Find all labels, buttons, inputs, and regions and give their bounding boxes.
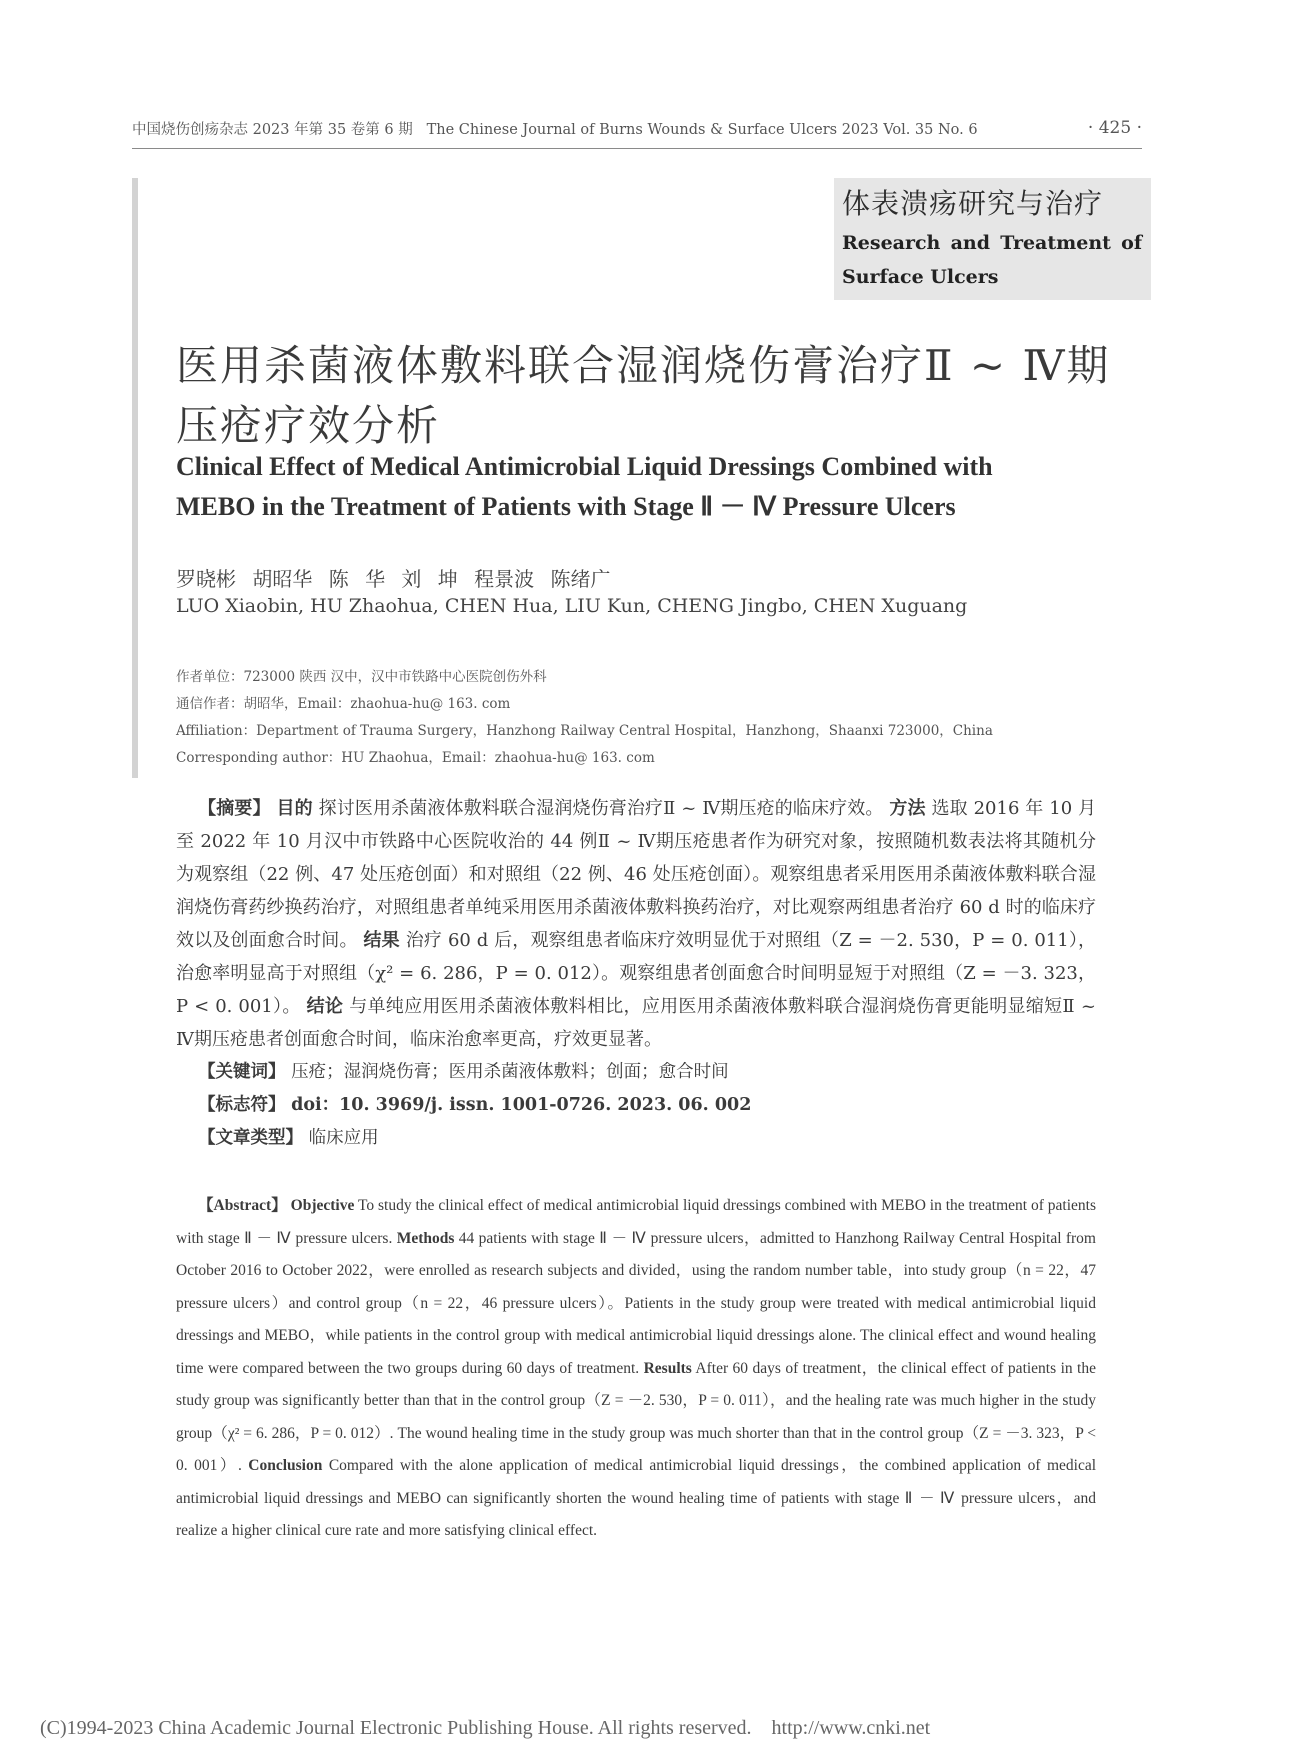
article-type-text: 临床应用 <box>308 1128 379 1148</box>
authors-cn: 罗晓彬 胡昭华 陈 华 刘 坤 程景波 陈绪广 <box>176 567 611 591</box>
objective-en-label: Objective <box>290 1197 355 1214</box>
journal-name-en: The Chinese Journal of Burns Wounds & Surface Ulcers 2023 Vol. 35 No. 6 <box>426 122 978 138</box>
header-divider <box>132 148 1142 149</box>
title-cn-line2: 压疮疗效分析 <box>176 401 441 450</box>
doi-label: 【标志符】 <box>198 1095 286 1115</box>
doi-line <box>176 1089 1096 1122</box>
copyright-text: (C)1994-2023 China Academic Journal Electronic Publishing House. All rights reserved. http://www.cnki.net <box>40 1717 931 1739</box>
methods-label: 方法 <box>889 798 926 819</box>
results-text: 治疗 60 d 后，观察组患者临床疗效明显优于对照组（Z = －2. 530，P = 0. 011），治愈率明显高于对照组（χ² = 6. 286，P = 0. 012）。观察组患者创面愈合时间明显短于对照组（Z = －3. 323，P < 0. 001）。 <box>176 930 1096 1017</box>
article-title-en <box>176 447 1136 527</box>
title-en-line1: Clinical Effect of Medical Antimicrobial Liquid Dressings Combined with <box>176 452 993 481</box>
column-label-box <box>834 178 1151 300</box>
corresponding-author-cn: 通信作者：胡昭华，Email：zhaohua-hu@ 163. com <box>176 696 511 712</box>
affiliation-cn: 作者单位：723000 陕西 汉中，汉中市铁路中心医院创伤外科 <box>176 669 547 685</box>
objective-text: 探讨医用杀菌液体敷料联合湿润烧伤膏治疗Ⅱ ~ Ⅳ期压疮的临床疗效。 <box>318 798 884 819</box>
objective-en-text: To study the clinical effect of medical antimicrobial liquid dressings combined with MEBO in the treatment of patients with stage Ⅱ － Ⅳ pressure ulcers. <box>176 1197 1096 1247</box>
methods-en-label: Methods <box>396 1229 455 1247</box>
results-en-label: Results <box>643 1359 692 1377</box>
objective-label: 目的 <box>276 798 313 819</box>
keywords-label: 【关键词】 <box>198 1062 286 1082</box>
journal-name-cn: 中国烧伤创疡杂志 2023 年第 35 卷第 6 期 <box>132 122 413 138</box>
abstract-en-label: 【Abstract】 <box>198 1197 287 1214</box>
results-label: 结果 <box>363 930 400 951</box>
conclusion-text: 与单纯应用医用杀菌液体敷料相比，应用医用杀菌液体敷料联合湿润烧伤膏更能明显缩短Ⅱ ~ Ⅳ期压疮患者创面愈合时间，临床治愈率更高，疗效更显著。 <box>176 996 1096 1050</box>
article-title-cn <box>176 336 1136 456</box>
abstract-en <box>176 1190 1096 1548</box>
column-title-en-line2: Surface Ulcers <box>842 266 999 288</box>
column-title-en-line1 <box>842 232 1142 254</box>
title-en-line2: MEBO in the Treatment of Patients with Stage Ⅱ － Ⅳ Pressure Ulcers <box>176 492 956 521</box>
article-type-label: 【文章类型】 <box>198 1128 303 1148</box>
abstract-cn <box>176 792 1096 1155</box>
conclusion-label: 结论 <box>306 996 344 1017</box>
column-word: and <box>950 232 990 254</box>
methods-text: 选取 2016 年 10 月至 2022 年 10 月汉中市铁路中心医院收治的 44 例Ⅱ ~ Ⅳ期压疮患者作为研究对象，按照随机数表法将其随机分为观察组（22 例、47 处压疮创面）和对照组（22 例、46 处压疮创面）。观察组患者采用医用杀菌液体敷料联合湿润烧伤膏药纱换药治疗，对照组患者单纯采用医用杀菌液体敷料换药治疗，对比观察两组患者治疗 60 d 时的临床疗效以及创面愈合时间。 <box>176 798 1097 951</box>
column-word: Treatment <box>1000 232 1111 254</box>
abstract-label: 【摘要】 <box>198 798 271 819</box>
keywords-text: 压疮；湿润烧伤膏；医用杀菌液体敷料；创面；愈合时间 <box>291 1062 729 1082</box>
conclusion-en-text: Compared with the alone application of medical antimicrobial liquid dressings，the combined application of medical antimicrobial liquid dressings and MEBO can significantly shorten the wound healing time of patients with stage Ⅱ － Ⅳ pressure ulcers，and realize a higher clinical cure rate and more satisfying clinical effect. <box>176 1457 1097 1539</box>
conclusion-en-label: Conclusion <box>248 1457 323 1474</box>
left-decorative-bar <box>132 178 138 778</box>
page-number: · 425 · <box>1087 118 1142 138</box>
column-title-cn: 体表溃疡研究与治疗 <box>842 187 1104 220</box>
running-header <box>132 118 1142 142</box>
article-type-line <box>176 1122 1096 1155</box>
doi-text: doi：10. 3969/j. issn. 1001-0726. 2023. 06. 002 <box>291 1095 752 1115</box>
column-word: Research <box>842 232 941 254</box>
results-en-text: After 60 days of treatment，the clinical effect of patients in the study group was significantly better than that in the control group（Z = －2. 530，P = 0. 011），and the healing rate was much higher in the study group（χ² = 6. 286，P = 0. 012）. The wound healing time in the study group was much shorter than that in the control group（Z = －3. 323，P < 0. 001）. <box>176 1359 1096 1474</box>
title-cn-line1: 医用杀菌液体敷料联合湿润烧伤膏治疗Ⅱ ~ Ⅳ期 <box>176 341 1111 390</box>
authors-en: LUO Xiaobin, HU Zhaohua, CHEN Hua, LIU Kun, CHENG Jingbo, CHEN Xuguang <box>176 595 968 617</box>
methods-en-text: 44 patients with stage Ⅱ － Ⅳ pressure ulcers，admitted to Hanzhong Railway Central Hospital from October 2016 to October 2022，were enrolled as research subjects and divided，using the random number table，into study group（n = 22，47 pressure ulcers）and control group（n = 22，46 pressure ulcers）。Patients in the study group were treated with medical antimicrobial liquid dressings and MEBO，while patients in the control group with medical antimicrobial liquid dressings alone. The clinical effect and wound healing time were compared between the two groups during 60 days of treatment. <box>176 1229 1096 1377</box>
keywords-line <box>176 1056 1096 1089</box>
affiliation-en: Affiliation：Department of Trauma Surgery，Hanzhong Railway Central Hospital，Hanzhong，Shaanxi 723000，China <box>176 723 993 739</box>
corresponding-author-en: Corresponding author：HU Zhaohua，Email：zhaohua-hu@ 163. com <box>176 750 655 766</box>
column-word: of <box>1121 232 1142 254</box>
copyright-footer <box>40 1717 930 1740</box>
abstract-cn-body <box>176 792 1096 1056</box>
